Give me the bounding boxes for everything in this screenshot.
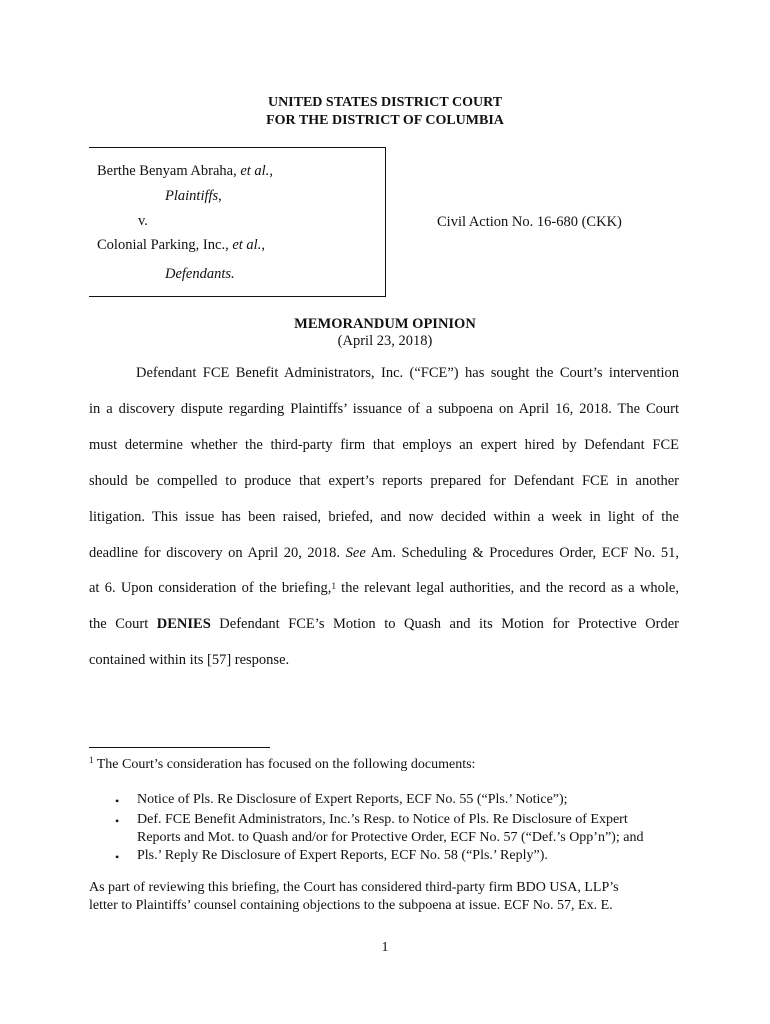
memorandum-title: MEMORANDUM OPINION bbox=[294, 316, 476, 332]
body-line-5: litigation. This issue has been raised, briefed, and now decided within a week in light of the bbox=[89, 509, 679, 525]
body-line-3: must determine whether the third-party firm that employs an expert hired by Defendant FCE bbox=[89, 437, 679, 453]
body-line-4: should be compelled to produce that expert’s reports prepared for Defendant FCE in another bbox=[89, 473, 679, 489]
body-line-6 bbox=[89, 544, 679, 562]
body-line-8 bbox=[89, 615, 679, 633]
court-heading bbox=[0, 94, 770, 130]
footnote-item-3: Pls.’ Reply Re Disclosure of Expert Reports, ECF No. 58 (“Pls.’ Reply”). bbox=[137, 848, 548, 863]
body-line-1: Defendant FCE Benefit Administrators, Inc. (“FCE”) has sought the Court’s intervention bbox=[136, 365, 679, 381]
civil-action-number: Civil Action No. 16-680 (CKK) bbox=[437, 214, 622, 230]
plaintiffs-label-line bbox=[165, 188, 222, 205]
court-name: UNITED STATES DISTRICT COURT bbox=[267, 95, 503, 110]
defendant-et-al: et al. bbox=[232, 237, 262, 253]
bullet-icon: • bbox=[115, 814, 120, 828]
versus: v. bbox=[138, 213, 148, 229]
footnote-item-1: Notice of Pls. Re Disclosure of Expert Reports, ECF No. 55 (“Pls.’ Notice”); bbox=[137, 792, 568, 807]
defendant-name: Colonial Parking, Inc., bbox=[97, 237, 233, 253]
see-signal: See bbox=[345, 545, 366, 561]
footnote-intro-text: The Court’s consideration has focused on the following documents: bbox=[93, 757, 476, 772]
ruling-denies: DENIES bbox=[156, 616, 211, 632]
plaintiff-name-line bbox=[97, 163, 273, 180]
body-line-6-a: deadline for discovery on April 20, 2018. bbox=[89, 545, 346, 561]
plaintiff-comma: , bbox=[269, 163, 273, 179]
body-line-8-a: the Court bbox=[89, 616, 157, 632]
footnote-paragraph-line-2: letter to Plaintiffs’ counsel containing objections to the subpoena at issue. ECF No. 57, Ex. E. bbox=[89, 898, 613, 913]
body-line-2: in a discovery dispute regarding Plaintiffs’ issuance of a subpoena on April 16, 2018. The Court bbox=[89, 401, 679, 417]
body-line-8-b: Defendant FCE’s Motion to Quash and its Motion for Protective Order bbox=[210, 616, 679, 632]
body-line-7 bbox=[89, 579, 679, 597]
court-district: FOR THE DISTRICT OF COLUMBIA bbox=[266, 113, 504, 128]
page-number: 1 bbox=[381, 940, 389, 955]
defendants-label: Defendants. bbox=[165, 266, 235, 282]
footnote-divider bbox=[89, 747, 270, 748]
footnote-intro bbox=[89, 757, 475, 773]
footnote-item-2-line-1: Def. FCE Benefit Administrators, Inc.’s Resp. to Notice of Pls. Re Disclosure of Expert bbox=[137, 812, 628, 827]
footnote-paragraph-line-1: As part of reviewing this briefing, the Court has considered third-party firm BDO USA, LLP’s bbox=[89, 880, 619, 895]
memorandum-date: (April 23, 2018) bbox=[337, 333, 433, 349]
body-line-7-b: the relevant legal authorities, and the record as a whole, bbox=[335, 580, 679, 596]
body-line-9: contained within its [57] response. bbox=[89, 652, 290, 668]
plaintiff-name: Berthe Benyam Abraha, bbox=[97, 163, 241, 179]
plaintiff-et-al: et al. bbox=[240, 163, 270, 179]
plaintiffs-label: Plaintiffs bbox=[165, 188, 219, 204]
defendant-name-line bbox=[97, 237, 265, 254]
footnote-reference[interactable]: 1 bbox=[331, 581, 336, 591]
footnote-item-2-line-2: Reports and Mot. to Quash and/or for Protective Order, ECF No. 57 (“Def.’s Opp’n”); and bbox=[137, 830, 644, 845]
plaintiffs-comma: , bbox=[218, 188, 222, 204]
bullet-icon: • bbox=[115, 794, 120, 808]
body-line-7-a: at 6. Upon consideration of the briefing, bbox=[89, 580, 332, 596]
footnote-marker: 1 bbox=[89, 755, 94, 765]
defendant-comma: , bbox=[261, 237, 265, 253]
bullet-icon: • bbox=[115, 850, 120, 864]
body-line-6-b: Am. Scheduling & Procedures Order, ECF No. 51, bbox=[365, 545, 679, 561]
